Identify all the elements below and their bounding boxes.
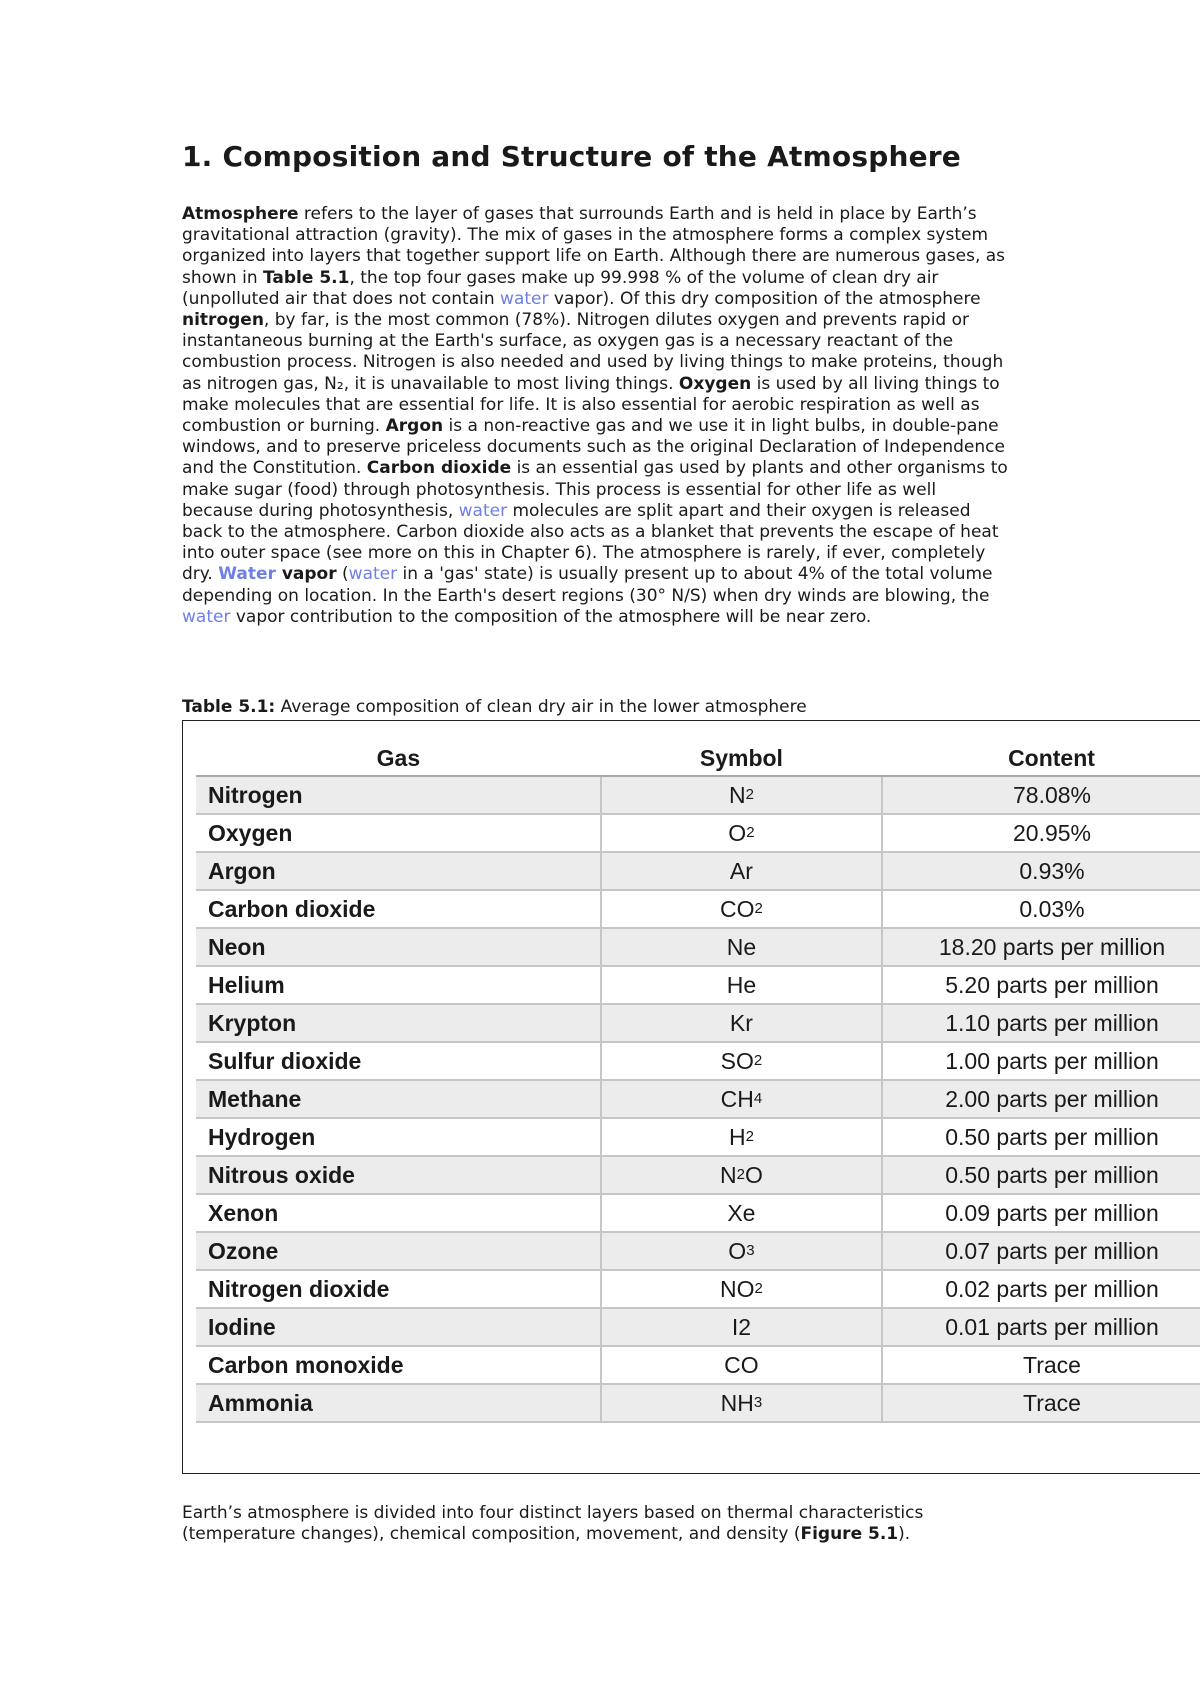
column-header-content: Content	[882, 741, 1200, 776]
table-caption	[182, 697, 807, 717]
content-cell: 0.01 parts per million	[882, 1308, 1200, 1346]
symbol-subscript: 3	[753, 1393, 763, 1411]
table-row	[196, 814, 1200, 852]
symbol-text: Xe	[727, 1199, 756, 1226]
content-cell: 2.00 parts per million	[882, 1080, 1200, 1118]
gas-name-cell: Krypton	[196, 1004, 601, 1042]
symbol-text: Ne	[726, 933, 757, 960]
gas-name-cell: Sulfur dioxide	[196, 1042, 601, 1080]
symbol-cell	[601, 1308, 882, 1346]
composition-table	[196, 741, 1200, 1423]
symbol-cell	[601, 1194, 882, 1232]
symbol-cell	[601, 814, 882, 852]
symbol-text: O	[744, 1161, 763, 1188]
column-header-symbol: Symbol	[601, 741, 882, 776]
symbol-subscript: 2	[745, 785, 754, 803]
symbol-subscript: 2	[754, 1279, 763, 1297]
symbol-subscript: 2	[754, 899, 763, 917]
table-row	[196, 966, 1200, 1004]
symbol-text: O	[728, 1237, 747, 1264]
table-row	[196, 1384, 1200, 1422]
gas-name-cell: Ammonia	[196, 1384, 601, 1422]
symbol-cell	[601, 1384, 882, 1422]
bold-term: Argon	[385, 416, 444, 437]
gas-name-cell: Xenon	[196, 1194, 601, 1232]
gas-name-cell: Methane	[196, 1080, 601, 1118]
symbol-text: H	[728, 1123, 746, 1150]
symbol-text: Kr	[729, 1009, 753, 1036]
symbol-subscript: 3	[746, 1241, 755, 1259]
symbol-text: CO	[720, 895, 755, 922]
text-run: vapor). Of this dry composition of the atmosphere	[548, 288, 981, 309]
symbol-subscript: 4	[753, 1089, 763, 1107]
gas-name-cell: Iodine	[196, 1308, 601, 1346]
gas-name-cell: Nitrogen dioxide	[196, 1270, 601, 1308]
bold-term: vapor	[275, 564, 337, 585]
content-cell: 0.07 parts per million	[882, 1232, 1200, 1270]
symbol-cell	[601, 1118, 882, 1156]
symbol-text: N	[719, 1161, 737, 1188]
content-cell: 18.20 parts per million	[882, 928, 1200, 966]
table-body	[196, 776, 1200, 1422]
symbol-text: CO	[724, 1351, 759, 1378]
symbol-text: N	[728, 781, 746, 808]
symbol-text: SO	[720, 1047, 754, 1074]
symbol-cell	[601, 966, 882, 1004]
water-link[interactable]: water	[348, 564, 398, 585]
content-cell: 78.08%	[882, 776, 1200, 814]
gas-name-cell: Helium	[196, 966, 601, 1004]
text-run: (	[336, 564, 349, 585]
symbol-text: Ar	[729, 857, 753, 884]
content-cell: 1.10 parts per million	[882, 1004, 1200, 1042]
bold-term: Oxygen	[678, 373, 752, 394]
symbol-subscript: 2	[746, 823, 755, 841]
gas-name-cell: Nitrous oxide	[196, 1156, 601, 1194]
content-cell: 0.50 parts per million	[882, 1156, 1200, 1194]
gas-name-cell: Carbon monoxide	[196, 1346, 601, 1384]
text-run: vapor contribution to the composition of the atmosphere will be near zero.	[230, 606, 872, 627]
text-run: is a non-reactive gas and we use it in light bulbs, in double-pane windows, and to preserve priceless documents such as the original Declaration of Independence and the Constitution.	[182, 416, 1005, 479]
table-row	[196, 1346, 1200, 1384]
composition-table-frame	[182, 720, 1200, 1474]
table-row	[196, 1232, 1200, 1270]
symbol-cell	[601, 776, 882, 814]
gas-name-cell: Hydrogen	[196, 1118, 601, 1156]
gas-name-cell: Nitrogen	[196, 776, 601, 814]
symbol-subscript: 2	[736, 1165, 745, 1183]
table-header-row	[196, 741, 1200, 776]
table-caption-text: Average composition of clean dry air in the lower atmosphere	[275, 697, 807, 717]
intro-paragraph	[182, 204, 1012, 628]
symbol-cell	[601, 1270, 882, 1308]
symbol-cell	[601, 852, 882, 890]
content-cell: 0.02 parts per million	[882, 1270, 1200, 1308]
table-row	[196, 1308, 1200, 1346]
table-caption-label: Table 5.1:	[182, 697, 276, 717]
column-header-gas: Gas	[196, 741, 601, 776]
text-run: is used by all living things to make molecules that are essential for life. It is also essential for aerobic respiration as well as combustion or burning.	[182, 373, 1000, 437]
text-run: refers to the layer of gases that surrounds Earth and is held in place by Earth’s gravitational attraction (gravity). The mix of gases in the atmosphere forms a complex system organized into layers that together support life on Earth. Although there are numerous gases, as shown in	[182, 204, 1006, 288]
table-row	[196, 928, 1200, 966]
symbol-cell	[601, 1042, 882, 1080]
text-run: Earth’s atmosphere is divided into four distinct layers based on thermal characteristics (temperature changes), chemical composition, movement, and density (	[182, 1503, 924, 1545]
symbol-text: I2	[731, 1313, 752, 1340]
symbol-cell	[601, 1346, 882, 1384]
text-run: ).	[898, 1524, 911, 1545]
table-row	[196, 852, 1200, 890]
content-cell: 0.03%	[882, 890, 1200, 928]
symbol-text: He	[726, 971, 757, 998]
content-cell: 0.50 parts per million	[882, 1118, 1200, 1156]
gas-name-cell: Neon	[196, 928, 601, 966]
text-run: molecules are split apart and their oxygen is released back to the atmosphere. Carbon dioxide also acts as a blanket that prevents the escape of heat into outer space (see more on this in Chapter 6). The atmosphere is rarely, if ever, completely dry.	[182, 500, 999, 585]
symbol-cell	[601, 928, 882, 966]
symbol-cell	[601, 1156, 882, 1194]
water-link[interactable]: water	[458, 500, 508, 521]
symbol-cell	[601, 1004, 882, 1042]
symbol-text: NO	[720, 1275, 755, 1302]
table-row	[196, 1156, 1200, 1194]
symbol-subscript: 2	[745, 1127, 754, 1145]
text-run: , by far, is the most common (78%). Nitrogen dilutes oxygen and prevents rapid or instantaneous burning at the Earth's surface, as oxygen gas is a necessary reactant of the combustion process. Nitrogen is also needed and used by living things to make proteins, though as nitrogen gas, N₂, it is unavailable to most living things.	[182, 310, 1004, 394]
table-row	[196, 1042, 1200, 1080]
table-row	[196, 776, 1200, 814]
symbol-cell	[601, 890, 882, 928]
text-run: , the top four gases make up 99.998 % of the volume of clean dry air (unpolluted air that does not contain	[182, 267, 939, 309]
symbol-subscript: 2	[753, 1051, 763, 1069]
gas-name-cell: Argon	[196, 852, 601, 890]
bold-term: Table 5.1	[263, 267, 350, 288]
symbol-text: NH	[720, 1389, 754, 1416]
gas-name-cell: Carbon dioxide	[196, 890, 601, 928]
gas-name-cell: Oxygen	[196, 814, 601, 852]
bold-term: Atmosphere	[182, 204, 299, 224]
symbol-cell	[601, 1080, 882, 1118]
content-cell: 5.20 parts per million	[882, 966, 1200, 1004]
water-link[interactable]: Water	[218, 564, 276, 585]
gas-name-cell: Ozone	[196, 1232, 601, 1270]
table-row	[196, 1080, 1200, 1118]
symbol-text: CH	[720, 1085, 754, 1112]
closing-paragraph	[182, 1503, 1042, 1545]
table-row	[196, 1118, 1200, 1156]
symbol-cell	[601, 1232, 882, 1270]
text-run: is an essential gas used by plants and other organisms to make sugar (food) through photosynthesis. This process is essential for other life as well because during photosynthesis,	[182, 458, 1008, 521]
text-run: in a 'gas' state) is usually present up to about 4% of the total volume depending on location. In the Earth's desert regions (30° N/S) when dry winds are blowing, the	[182, 564, 993, 606]
section-heading: 1. Composition and Structure of the Atmosphere	[182, 140, 961, 173]
content-cell: 20.95%	[882, 814, 1200, 852]
bold-term: nitrogen	[182, 310, 264, 331]
table-row	[196, 1194, 1200, 1232]
content-cell: Trace	[882, 1384, 1200, 1422]
content-cell: 0.09 parts per million	[882, 1194, 1200, 1232]
water-link[interactable]: water	[500, 288, 549, 309]
content-cell: 0.93%	[882, 852, 1200, 890]
table-row	[196, 1004, 1200, 1042]
water-link[interactable]: water	[182, 606, 231, 627]
table-row	[196, 1270, 1200, 1308]
content-cell: 1.00 parts per million	[882, 1042, 1200, 1080]
bold-term: Figure 5.1	[800, 1524, 899, 1545]
content-cell: Trace	[882, 1346, 1200, 1384]
symbol-text: O	[728, 819, 747, 846]
table-row	[196, 890, 1200, 928]
bold-term: Carbon dioxide	[366, 458, 512, 479]
